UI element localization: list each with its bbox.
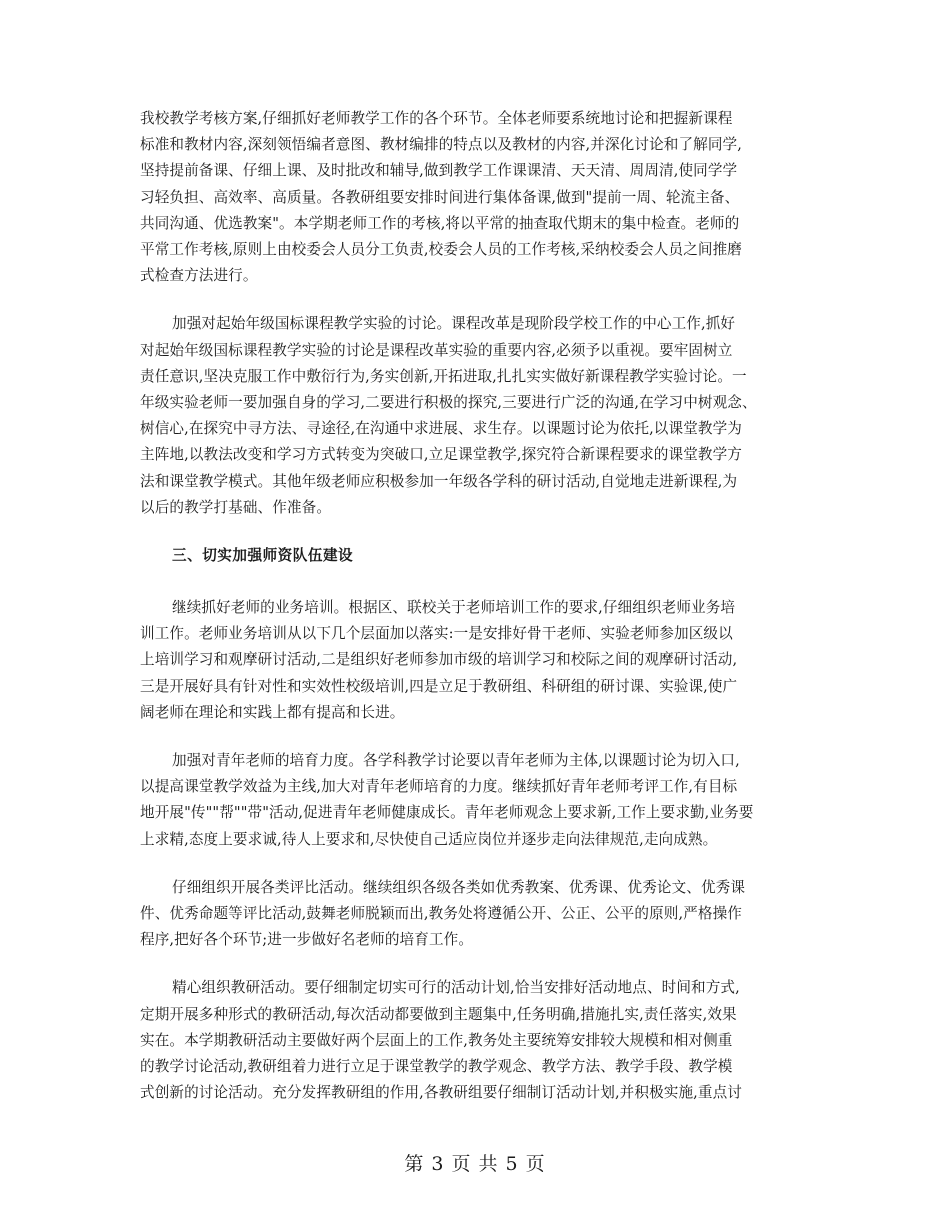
text-line: 的教学讨论活动,教研组着力进行立足于课堂教学的教学观念、教学方法、教学手段、教学模 [140,1058,733,1076]
text-line: 主阵地,以教法改变和学习方式转变为突破口,立足课堂教学,探究符合新课程要求的课堂教学方 [140,446,742,464]
text-line: 平常工作考核,原则上由校委会人员分工负责,校委会人员的工作考核,采纳校委会人员之间推磨 [140,241,742,259]
text-line: 我校教学考核方案,仔细抓好老师教学工作的各个环节。全体老师要系统地讨论和把握新课程 [140,110,733,127]
text-line: 坚持提前备课、仔细上课、及时批改和辅导,做到教学工作课课清、天天清、周周清,使同学学 [140,162,738,180]
text-line: 加强对青年老师的培育力度。各学科教学讨论要以青年老师为主体,以课题讨论为切入口, [172,752,740,770]
paragraph-evaluation-activities [140,875,820,954]
text-line: 继续抓好老师的业务培训。根据区、联校关于老师培训工作的要求,仔细组织老师业务培 [172,599,736,617]
text-line: 标准和教材内容,深刻领悟编者意图、教材编排的特点以及教材的内容,并深化讨论和了解同学, [140,136,742,154]
paragraph-young-teachers [140,748,820,853]
text-line: 式检查方法进行。 [140,267,258,285]
text-line: 上培训学习和观摩研讨活动,二是组织好老师参加市级的培训学习和校际之间的观摩研讨活动, [140,651,738,669]
text-line: 式创新的讨论活动。充分发挥教研组的作用,各教研组要仔细制订活动计划,并积极实施,重点讨 [140,1084,742,1102]
text-line: 件、优秀命题等评比活动,鼓舞老师脱颖而出,教务处将遵循公开、公正、公平的原则,严格操作 [140,905,742,923]
text-line: 阔老师在理论和实践上都有提高和长进。 [140,703,405,721]
page-number-footer: 第 3 页 共 5 页 [404,1153,546,1175]
text-line: 精心组织教研活动。要仔细制定切实可行的活动计划,恰当安排好活动地点、时间和方式, [172,979,740,997]
text-line: 地开展"传""帮""带"活动,促进青年老师健康成长。青年老师观念上要求新,工作上要求勤,业务要 [140,804,754,822]
section-heading: 三、切实加强师资队伍建设 [172,547,354,565]
text-line: 实在。本学期教研活动主要做好两个层面上的工作,教务处主要统筹安排较大规模和相对侧重 [140,1031,733,1049]
text-line: 对起始年级国标课程教学实验的讨论是课程改革实验的重要内容,必须予以重视。要牢固树立 [140,341,733,359]
paragraph-teaching-assessment [140,106,820,289]
text-line: 法和课堂教学模式。其他年级老师应积极参加一年级各学科的研讨活动,自觉地走进新课程,为 [140,472,738,490]
text-line: 三是开展好具有针对性和实效性校级培训,四是立足于教研组、科研组的研讨课、实验课,使广 [140,677,738,695]
text-line: 训工作。老师业务培训从以下几个层面加以落实:一是安排好骨干老师、实验老师参加区级以 [140,625,733,643]
text-line: 以后的教学打基础、作准备。 [140,498,332,516]
text-line: 习轻负担、高效率、高质量。各教研组要安排时间进行集体备课,做到"提前一周、轮流主备、 [140,188,740,206]
text-line: 上求精,态度上要求诚,待人上要求和,尽快使自己适应岗位并逐步走向法律规范,走向成熟。 [140,830,718,848]
text-line: 树信心,在探究中寻方法、寻途径,在沟通中求进展、求生存。以课题讨论为依托,以课堂教学为 [140,420,742,438]
text-line: 共同沟通、优选教案"。本学期老师工作的考核,将以平常的抽查取代期末的集中检查。老师的 [140,214,740,232]
text-line: 定期开展多种形式的教研活动,每次活动都要做到主题集中,任务明确,措施扎实,责任落实,效果 [140,1005,737,1023]
paragraph-teacher-training [140,595,820,726]
text-line: 责任意识,坚决克服工作中敷衍行为,务实创新,开拓进取,扎扎实实做好新课程教学实验讨论。一 [140,367,747,385]
text-line: 以提高课堂教学效益为主线,加大对青年老师培育的力度。继续抓好青年老师考评工作,有目标 [140,778,738,796]
text-line: 年级实验老师一要加强自身的学习,二要进行积极的探究,三要进行广泛的沟通,在学习中树观念、 [140,394,757,412]
paragraph-curriculum-experiment [140,311,820,521]
paragraph-research-activities [140,975,820,1106]
text-line: 加强对起始年级国标课程教学实验的讨论。课程改革是现阶段学校工作的中心工作,抓好 [172,315,736,333]
text-line: 仔细组织开展各类评比活动。继续组织各级各类如优秀教案、优秀课、优秀论文、优秀课 [172,878,746,896]
document-body [140,106,820,1129]
text-line: 程序,把好各个环节;进一步做好名老师的培育工作。 [140,931,474,949]
